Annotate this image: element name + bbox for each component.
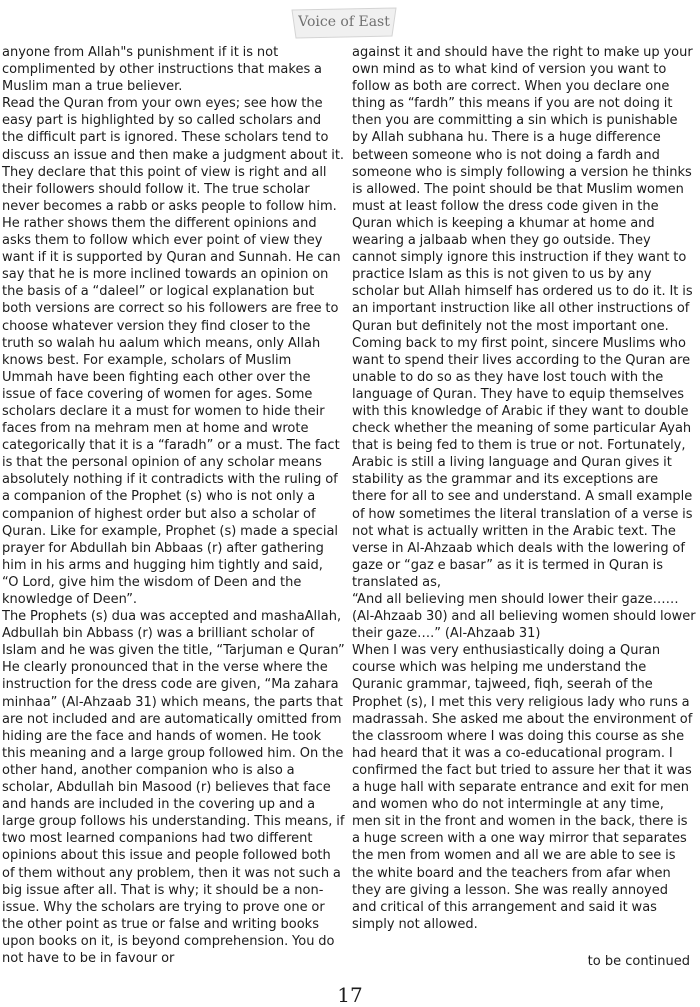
paragraph: Read the Quran from your own eyes; see how the easy part is highlighted by so called scholars and the difficult part is ignored. These scholars tend to discuss an issue and then make a judgment about it. They declare that this point of view is right and all their followers should follow it. The true scholar never becomes a rabb or asks people to follow him. He rather shows them the different opinions and asks them to follow which ever point of view they want if it is supported by Quran and Sunnah. He can say that he is more inclined towards an opinion on the basis of a “daleel” or logical explanation but both versions are correct so his followers are free to choose whatever version they find closer to the truth so walah hu aalum which means, only Allah knows best. For example, scholars of Muslim Ummah have been fighting each other over the issue of face covering of women for ages. Some scholars declare it a must for women to hide their faces from na mehram men at home and wrote categorically that it is a “faradh” or a must. The fact is that the personal opinion of any scholar means absolutely nothing if it contradicts with the ruling of a companion of the Prophet (s) who is not only a companion of highest order but also a scholar of Quran. Like for example, Prophet (s) made a special prayer for Abdullah bin Abbaas (r) after gathering him in his arms and hugging him tightly and said, — [2, 96, 345, 573]
paragraph: “O Lord, give him the wisdom of Deen and the knowledge of Deen”. — [2, 574, 302, 607]
paragraph: When I was very enthusiastically doing a Quran course which was helping me understand the Quranic grammar, tajweed, fiqh, seerah of the Prophet (s), I met this very religious lady who runs a madrassah. She asked me about the environment of the classroom where I was doing this course as she had heard that it was a co-educational program. I confirmed the fact but tried to assure her that it was a huge hall with separate entrance and exit for men and women who do not intermingle at any time, men sit in the front and women in the back, there is a huge screen with a one way mirror that separates the men from women and all we are able to see is the white board and the teachers from afar when they are giving a lesson. She was really annoyed and critical of this arrangement and said it was simply not allowed. — [352, 643, 693, 932]
right-column — [352, 44, 696, 933]
to-be-continued-note: to be continued — [587, 954, 690, 969]
paragraph: Coming back to my first point, sincere Muslims who want to spend their lives according to the Quran are unable to do so as they have lost touch with the language of Quran. They have to equip themselves with this knowledge of Arabic if they want to double check whether the meaning of some particular Ayah that is being fed to them is true or not. Fortunately, Arabic is still a living language and Quran gives it stability as the grammar and its exceptions are there for all to see and understand. A small example of how sometimes the literal translation of a verse is not what is actually written in the Arabic text. The verse in Al-Ahzaab which deals with the lowering of gaze or “gaz e basar” as it is termed in Quran is translated as, — [352, 335, 693, 590]
header-banner — [288, 6, 400, 40]
paragraph: The Prophets (s) dua was accepted and mashaAllah, Adbullah bin Abbass (r) was a brilliant scholar of Islam and he was given the title, “Tarjuman e Quran” He clearly pronounced that in the verse where the instruction for the dress code are given, “Ma zahara minhaa” (Al-Ahzaab 31) which means, the parts that are not included and are automatically omitted from hiding are the face and hands of women. He took this meaning and a large group followed him. On the other hand, another companion who is also a scholar, Abdullah bin Masood (r) believes that face and hands are included in the covering up and a large group follows his understanding. This means, if two most learned companions had two different opinions about this issue and people followed both of them without any problem, then it was not such a big issue after all. That is why; it should be a non-issue. Why the scholars are trying to prove one or the other point as true or false and writing books upon books on it, is beyond comprehension. You do not have to be in favour or — [2, 609, 345, 966]
page-number: 17 — [337, 983, 363, 1007]
paragraph: anyone from Allah"s punishment if it is not complimented by other instructions that makes a Muslim man a true believer. — [2, 45, 323, 95]
magazine-title: Voice of East — [298, 14, 390, 30]
left-column — [2, 44, 346, 967]
paragraph: against it and should have the right to make up your own mind as to what kind of version you want to follow as both are correct. When you declare one thing as “fardh” this means if you are not doing it then you are committing a sin which is punishable by Allah subhana hu. There is a huge difference between someone who is not doing a fardh and someone who is simply following a version he thinks is allowed. The point should be that Muslim women must at least follow the dress code given in the Quran which is keeping a khumar at home and wearing a jalbaab when they go outside. They cannot simply ignore this instruction if they want to practice Islam as this is not given to us by any scholar but Allah himself has ordered us to do it. It is an important instruction like all other instructions of Quran but definitely not the most important one. — [352, 45, 693, 334]
paragraph: “And all believing men should lower their gaze…… (Al-Ahzaab 30) and all believing women should lower their gaze….” (Al-Ahzaab 31) — [352, 592, 696, 642]
